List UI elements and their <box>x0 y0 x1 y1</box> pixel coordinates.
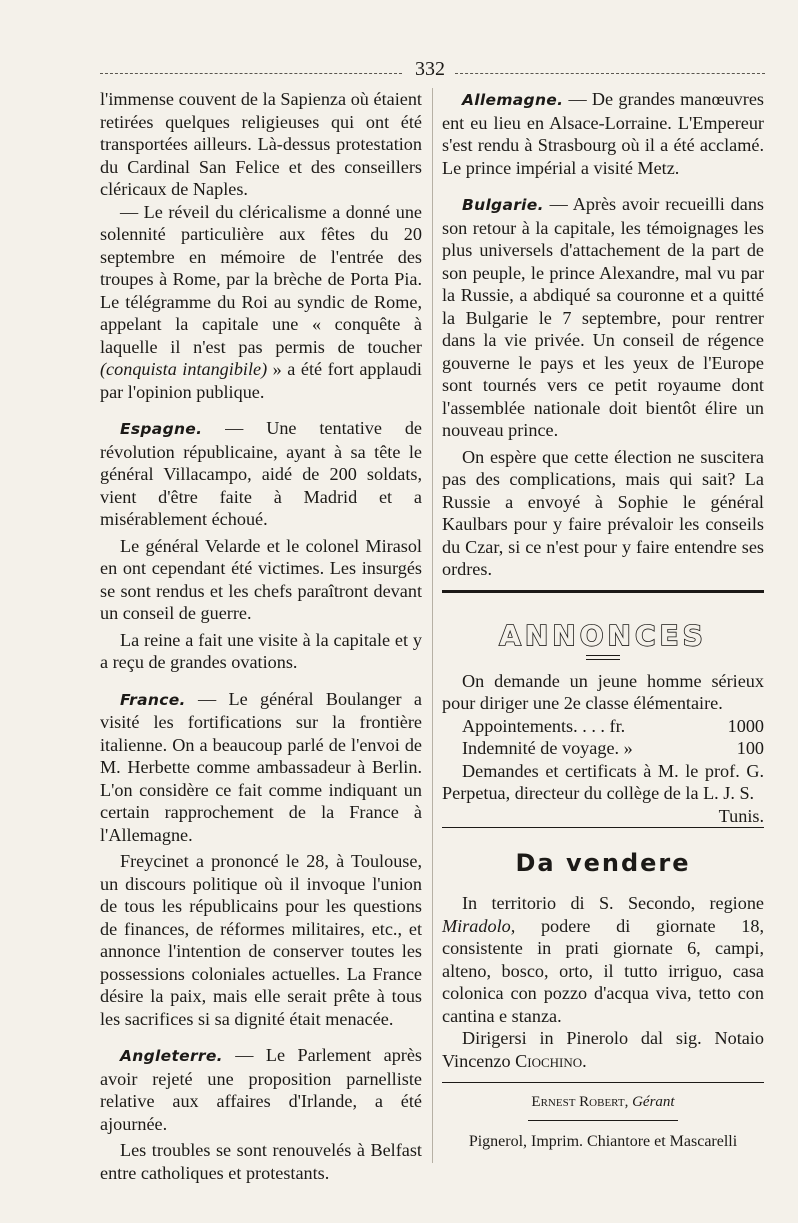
allemagne-paragraph <box>442 88 764 179</box>
vendere-title: Da vendere <box>515 849 691 877</box>
rome-text-b: » a été fort applaudi par l'opinion publique. <box>100 359 422 402</box>
imprint: Pignerol, Imprim. Chiantore et Mascarelli <box>468 1132 738 1150</box>
france-text: — Le général Boulanger a visité les fortifications sur la frontière italienne. On a beaucoup parlé de l'envoi de M. Herbette comme ambassadeur à Berlin. L'on considère ce fait comme indiquant un certain rapprochement de la France à l'Allemagne. <box>100 688 422 845</box>
annonce-paragraph: On demande un jeune homme sérieux pour diriger une 2e classe élémentaire. <box>442 670 764 713</box>
column-divider <box>432 88 433 1163</box>
rome-italic-phrase: (conquista intangibile) <box>100 359 268 379</box>
travel-row <box>442 737 764 760</box>
travel-amount: 100 <box>736 738 764 758</box>
annonce-place: Tunis. <box>718 805 764 826</box>
gerant-name: Ernest Robert <box>531 1094 625 1110</box>
france-heading: France. <box>120 690 186 709</box>
title-ornament <box>586 655 620 660</box>
vendere-text-b: podere di giornate 18, consistente in prati giornate 6, campi, alteno, bosco, orto, il tutto irriguo, casa colonica con pozzo d'acqua viva, tetto con cantina e stanza. <box>442 915 764 1026</box>
angleterre-paragraph-2: Les troubles se sont renouvelés à Belfast entre catholiques et protestants. <box>100 1140 422 1183</box>
vendere-place: Miradolo, <box>442 915 516 936</box>
imprint-rule <box>528 1120 678 1121</box>
annonce-contact <box>442 760 764 826</box>
salary-dots: . . . . fr. <box>573 715 626 736</box>
france-paragraph <box>100 688 422 847</box>
bulgarie-heading: Bulgarie. <box>462 196 544 214</box>
header-rule-left <box>100 73 402 74</box>
salary-label: Appointements <box>462 715 574 736</box>
annonces-title: ANNONCES <box>499 618 707 652</box>
left-column <box>100 88 422 1184</box>
travel-label: Indemnité de voyage <box>462 738 615 758</box>
bulgarie-text: — Après avoir recueilli dans son retour à la capitale, les témoignages les plus universels d'attachement de la part de son peuple, le prince Alexandre, mal vu par la Russie, a abdiqué sa couronne et a quitté la Bulgarie le 7 septembre, pour rentrer dans la vie privée. Un conseil de régence gouverne le pays et les yeux de l'Europe sont tournés vers ce petit royaume dont l'assemblée nationale doit bientôt élire un nouveau prince. <box>442 194 764 440</box>
header-rule-right <box>455 73 765 74</box>
espagne-paragraph-3: La reine a fait une visite à la capitale et y a reçu de grandes ovations. <box>100 629 422 672</box>
vendere-rule <box>442 827 764 828</box>
gerant-line: Ernest Robert, Gérant <box>531 1094 675 1110</box>
salary-row <box>442 715 764 738</box>
gerant-title: Gérant <box>632 1094 675 1110</box>
bulgarie-paragraph <box>442 193 764 442</box>
page-header <box>100 58 765 82</box>
notary-name: Ciochino. <box>515 1050 587 1071</box>
vendere-text-a: In territorio di S. Secondo, regione <box>462 893 764 913</box>
travel-dots: . » <box>614 738 633 758</box>
espagne-paragraph <box>100 417 422 531</box>
vendere-paragraph <box>442 892 764 1027</box>
france-paragraph-2: Freycinet a prononcé le 28, à Toulouse, un discours politique où il invoque l'union de tous les républicains pour les questions de finances, de réformes militaires, etc., et annonce l'intention de conserver toutes les possessions coloniales actuelles. La France désire la paix, mais elle serait prête à tous les sacrifices si sa dignité était menacée. <box>100 851 422 1029</box>
espagne-text: — Une tentative de révolution républicaine, ayant à sa tête le général Villacampo, aidé de 200 soldats, vient d'être faite à Madrid et a misérablement échoué. <box>100 418 422 529</box>
vendere-contact-text: Dirigersi in Pinerolo dal sig. Notaio Vincenzo <box>442 1028 764 1071</box>
angleterre-text: — Le Parlement après avoir rejeté une proposition parnelliste relative aux affaires d'Irlande, a été ajournée. <box>100 1045 422 1134</box>
espagne-paragraph-2: Le général Velarde et le colonel Mirasol en ont cependant été victimes. Les insurgés se sont rendus et les chefs paraîtront devant un conseil de guerre. <box>100 535 422 623</box>
rome-paragraph <box>100 201 422 404</box>
footer-rule <box>442 1082 764 1083</box>
vendere-contact <box>442 1027 764 1072</box>
rome-text-a: — Le réveil du cléricalisme a donné une solennité particulière aux fêtes du 20 septembre en mémoire de l'entrée des troupes à Rome, par la brèche de Porta Pia. Le télégramme du Roi au syndic de Rome, appelant la capitale une « conquête à laquelle il n'est pas permis de toucher <box>100 201 422 357</box>
annonces-rule <box>442 590 764 593</box>
right-column <box>442 88 764 1153</box>
angleterre-paragraph <box>100 1044 422 1135</box>
naples-paragraph: l'immense couvent de la Sapienza où étaient retirées quelques religieuses qui ont été transportées ailleurs. Là-dessus protestation du Cardinal San Felice et des conseillers cléricaux de Naples. <box>100 89 422 199</box>
allemagne-text: — De grandes manœuvres ent eu lieu en Alsace-Lorraine. L'Empereur s'est rendu à Strasbourg où il a été acclamé. Le prince impérial a visité Metz. <box>442 89 764 178</box>
salary-amount: 1000 <box>727 715 764 736</box>
espagne-heading: Espagne. <box>120 420 203 438</box>
bulgarie-paragraph-2: On espère que cette élection ne suscitera pas des complications, mais qui sait? La Russie a envoyé à Sophie le général Kaulbars pour y faire prévaloir les conseils du Czar, si ce n'est pour y faire entendre ses ordres. <box>442 446 764 579</box>
allemagne-heading: Allemagne. <box>462 91 564 109</box>
annonce-contact-text: Demandes et certificats à M. le prof. G. Perpetua, directeur du collège de la L. J. S. <box>442 760 764 803</box>
page-number: 332 <box>415 58 445 80</box>
angleterre-heading: Angleterre. <box>120 1047 223 1065</box>
